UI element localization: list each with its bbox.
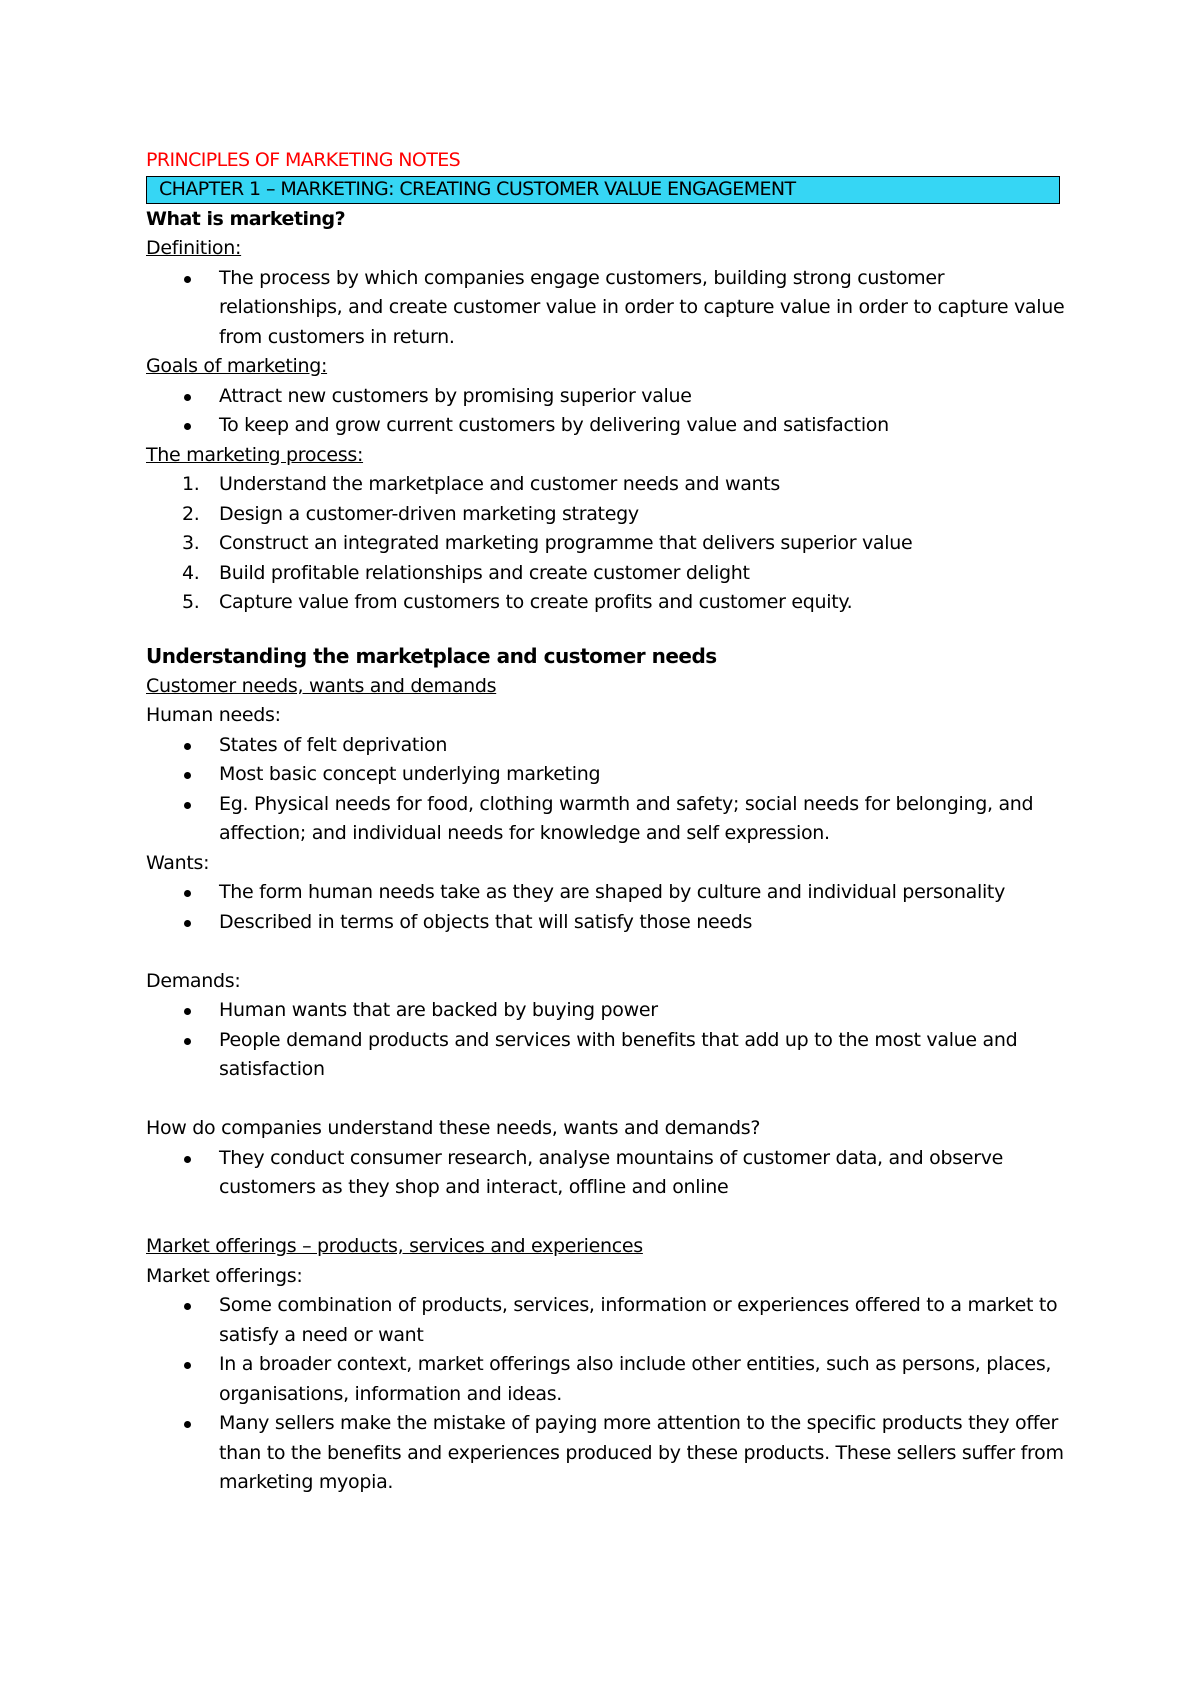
step-number: 1. xyxy=(182,473,200,495)
bullet-icon xyxy=(184,1303,191,1310)
list-item xyxy=(146,588,1069,618)
list-item xyxy=(146,559,1069,589)
list-item xyxy=(146,500,1069,530)
bullet-icon xyxy=(184,276,191,283)
list-item-text: States of felt deprivation xyxy=(219,733,448,756)
step-number: 2. xyxy=(182,502,200,525)
list-item-text: People demand products and services with benefits that add up to the most value and satisfaction xyxy=(219,1028,1018,1080)
list-item xyxy=(146,411,1069,441)
list-item-text: They conduct consumer research, analyse mountains of customer data, and observe customers as they shop and interact, offline and online xyxy=(219,1146,1004,1198)
spacer xyxy=(146,937,1100,967)
bullet-icon xyxy=(184,423,191,430)
definition-list xyxy=(146,264,1100,353)
bullet-icon xyxy=(184,920,191,927)
list-item xyxy=(146,731,1069,761)
list-item xyxy=(146,264,1069,353)
process-label: The marketing process: xyxy=(146,443,364,466)
needs-subheading: Customer needs, wants and demands xyxy=(146,674,497,697)
step-number: 4. xyxy=(182,561,200,584)
offerings-list xyxy=(146,1291,1100,1498)
list-item-text: Some combination of products, services, information or experiences offered to a market to satisfy a need or want xyxy=(219,1294,1058,1346)
section-heading: Understanding the marketplace and customer needs xyxy=(146,643,717,668)
list-item-text: To keep and grow current customers by delivering value and satisfaction xyxy=(219,414,889,436)
human-needs-label: Human needs: xyxy=(146,704,281,726)
list-item xyxy=(146,1291,1069,1350)
list-item-text: The form human needs take as they are shaped by culture and individual personality xyxy=(219,881,1006,903)
list-item-text: In a broader context, market offerings also include other entities, such as persons, places, organisations, information and ideas. xyxy=(219,1353,1052,1405)
list-item-text: Eg. Physical needs for food, clothing warmth and safety; social needs for belonging, and affection; and individual needs for knowledge and self expression. xyxy=(219,792,1034,844)
list-item-text: Attract new customers by promising superior value xyxy=(219,384,692,407)
goals-list xyxy=(146,382,1100,441)
step-number: 5. xyxy=(182,591,200,613)
bullet-icon xyxy=(184,772,191,779)
list-item xyxy=(146,908,1069,938)
list-item xyxy=(146,529,1069,559)
bullet-icon xyxy=(184,394,191,401)
bullet-icon xyxy=(184,1156,191,1163)
list-item-text: Human wants that are backed by buying power xyxy=(219,999,658,1021)
list-item xyxy=(146,878,1069,908)
document-title: PRINCIPLES OF MARKETING NOTES xyxy=(146,149,461,171)
list-item-text: Capture value from customers to create profits and customer equity. xyxy=(219,591,853,613)
list-item xyxy=(146,760,1069,790)
definition-label: Definition: xyxy=(146,237,242,259)
process-list xyxy=(146,470,1100,618)
list-item-text: The process by which companies engage customers, building strong customer relationships, and create customer value in order to capture value in order to capture value from customers in return. xyxy=(219,266,1065,348)
list-item xyxy=(146,382,1069,412)
list-item-text: Design a customer-driven marketing strategy xyxy=(219,502,639,525)
bullet-icon xyxy=(184,890,191,897)
list-item-text: Construct an integrated marketing programme that delivers superior value xyxy=(219,532,913,554)
list-item xyxy=(146,470,1069,500)
list-item xyxy=(146,1350,1069,1409)
what-is-marketing-heading: What is marketing? xyxy=(146,208,346,230)
list-item-text: Build profitable relationships and create customer delight xyxy=(219,561,750,584)
list-item xyxy=(146,1144,1069,1203)
demands-list xyxy=(146,996,1100,1085)
spacer xyxy=(146,618,1100,640)
list-item xyxy=(146,996,1069,1026)
bullet-icon xyxy=(184,1008,191,1015)
spacer xyxy=(146,1203,1100,1233)
bullet-icon xyxy=(184,802,191,809)
list-item-text: Described in terms of objects that will satisfy those needs xyxy=(219,910,753,933)
demands-label: Demands: xyxy=(146,969,241,992)
offerings-label: Market offerings: xyxy=(146,1264,303,1287)
list-item xyxy=(146,1026,1069,1085)
bullet-icon xyxy=(184,1038,191,1045)
list-item xyxy=(146,1409,1069,1498)
spacer xyxy=(146,1085,1100,1115)
human-needs-list xyxy=(146,731,1100,849)
bullet-icon xyxy=(184,1421,191,1428)
goals-label: Goals of marketing: xyxy=(146,355,328,377)
bullet-icon xyxy=(184,1362,191,1369)
list-item-text: Many sellers make the mistake of paying more attention to the specific products they offer than to the benefits and experiences produced by these products. These sellers suffer from marketing myopia. xyxy=(219,1412,1064,1493)
wants-list xyxy=(146,878,1100,937)
list-item-text: Understand the marketplace and customer needs and wants xyxy=(219,473,781,495)
bullet-icon xyxy=(184,743,191,750)
step-number: 3. xyxy=(182,532,200,554)
offerings-subheading: Market offerings – products, services and experiences xyxy=(146,1235,643,1257)
list-item xyxy=(146,790,1069,849)
question-text: How do companies understand these needs, wants and demands? xyxy=(146,1117,761,1139)
wants-label: Wants: xyxy=(146,851,210,874)
list-item-text: Most basic concept underlying marketing xyxy=(219,763,601,785)
question-list xyxy=(146,1144,1100,1203)
chapter-heading: CHAPTER 1 – MARKETING: CREATING CUSTOMER VALUE ENGAGEMENT xyxy=(146,176,1060,204)
